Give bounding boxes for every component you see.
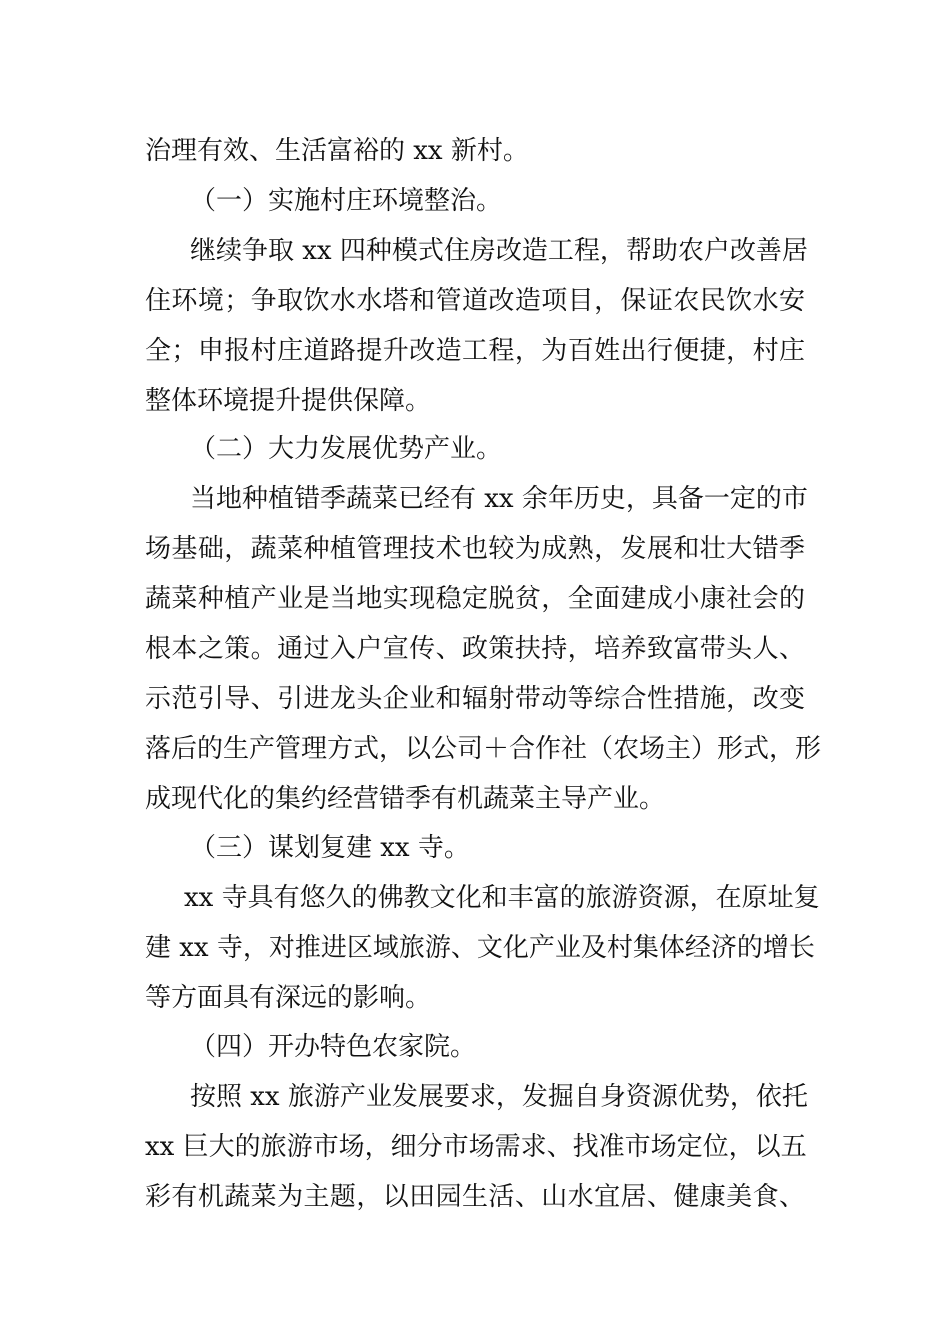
section-heading-1: （一）实施村庄环境整治。 — [190, 186, 503, 216]
text-line-18: 等方面具有深远的影响。 — [145, 983, 432, 1013]
text-line-22: 彩有机蔬菜为主题，以田园生活、山水宜居、健康美食、 — [145, 1182, 805, 1212]
text-line-5: 全；申报村庄道路提升改造工程，为百姓出行便捷，村庄 — [145, 336, 805, 366]
text-line-20: 按照 xx 旅游产业发展要求，发掘自身资源优势，依托 — [190, 1082, 808, 1112]
text-line-1: 治理有效、生活富裕的 xx 新村。 — [145, 136, 529, 166]
text-line-21: xx 巨大的旅游市场，细分市场需求、找准市场定位，以五 — [145, 1132, 807, 1162]
text-line-13: 落后的生产管理方式，以公司＋合作社（农场主）形式，形 — [145, 734, 822, 764]
section-heading-2: （二）大力发展优势产业。 — [190, 434, 503, 464]
section-heading-3: （三）谋划复建 xx 寺。 — [190, 833, 470, 863]
text-line-17: 建 xx 寺，对推进区域旅游、文化产业及村集体经济的增长 — [145, 933, 815, 963]
text-line-12: 示范引导、引进龙头企业和辐射带动等综合性措施，改变 — [145, 684, 805, 714]
text-line-11: 根本之策。通过入户宣传、政策扶持，培养致富带头人、 — [145, 634, 805, 664]
text-line-10: 蔬菜种植产业是当地实现稳定脱贫，全面建成小康社会的 — [145, 584, 805, 614]
text-line-16: xx 寺具有悠久的佛教文化和丰富的旅游资源，在原址复 — [184, 883, 820, 913]
text-line-8: 当地种植错季蔬菜已经有 xx 余年历史，具备一定的市 — [190, 484, 808, 514]
text-line-14: 成现代化的集约经营错季有机蔬菜主导产业。 — [145, 784, 666, 814]
text-line-6: 整体环境提升提供保障。 — [145, 386, 432, 416]
text-line-3: 继续争取 xx 四种模式住房改造工程，帮助农户改善居 — [190, 236, 808, 266]
section-heading-4: （四）开办特色农家院。 — [190, 1032, 477, 1062]
text-line-4: 住环境；争取饮水水塔和管道改造项目，保证农民饮水安 — [145, 286, 805, 316]
text-line-9: 场基础，蔬菜种植管理技术也较为成熟，发展和壮大错季 — [145, 534, 805, 564]
